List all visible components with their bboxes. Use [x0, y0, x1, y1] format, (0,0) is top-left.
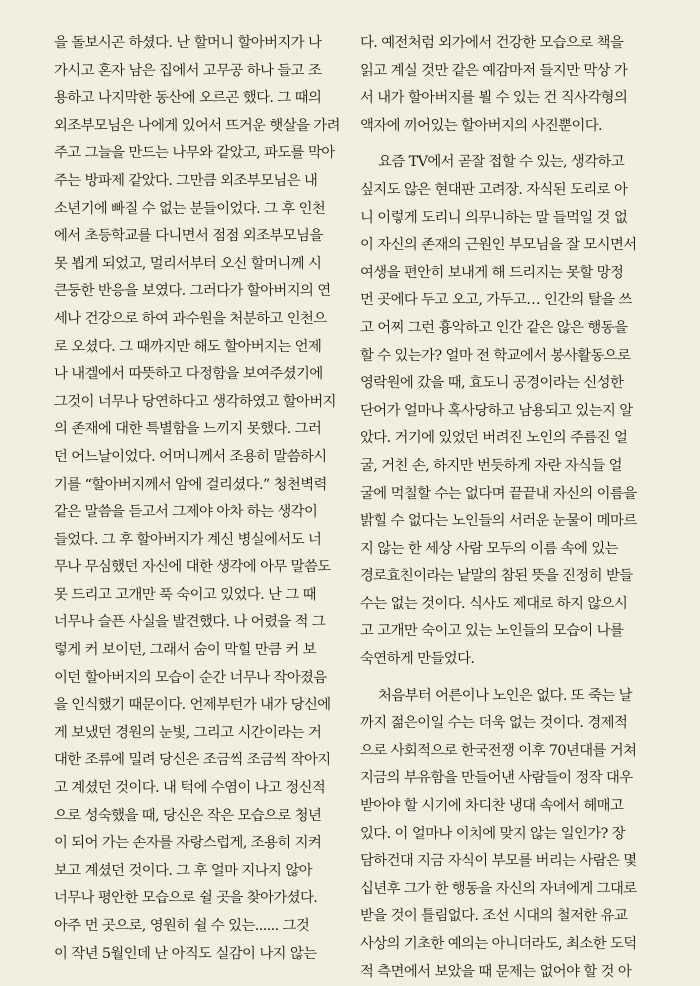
- text-line: 담하건대 지금 자식이 부모를 버리는 사람은 몇: [360, 853, 637, 870]
- text-line: 처음부터 어른이나 노인은 없다. 또 죽는 날: [378, 687, 632, 704]
- text-line: 주는 방파제 같았다. 그만큼 외조부모님은 내: [54, 172, 318, 189]
- text-line: 고 계셨던 것이다. 내 턱에 수염이 나고 정신적: [54, 780, 326, 797]
- text-line: 경로효친이라는 낱말의 참된 뜻을 진정히 받들: [360, 568, 633, 585]
- text-line: 던 어느날이었다. 어머니께서 조용히 말씀하시: [54, 448, 327, 465]
- paragraph: [360, 683, 672, 986]
- right-column: [360, 30, 672, 986]
- text-line: 적 측면에서 보았을 때 문제는 없어야 할 것 아: [360, 963, 632, 980]
- text-line: 았다. 거기에 있었던 버려진 노인의 주름진 얼: [360, 430, 628, 447]
- text-line: 사상의 기초한 예의는 아니더라도, 최소한 도덕: [360, 936, 637, 952]
- text-line: 십년후 그가 한 행동을 자신의 자녀에게 그대로: [360, 880, 637, 897]
- text-line: 가시고 혼자 남은 집에서 고무공 하나 들고 조: [54, 62, 322, 79]
- text-line: 못 드리고 고개만 푹 숙이고 있었다. 난 그 때: [54, 586, 316, 603]
- text-line: 밝힐 수 없다는 노인들의 서러운 눈물이 메마르: [360, 513, 637, 530]
- text-line: 주고 그늘을 만드는 나무와 같았고, 파도를 막아: [54, 145, 335, 162]
- text-line: 렇게 커 보이던, 그래서 숨이 막힐 만큼 커 보: [54, 642, 316, 659]
- text-line: 너무나 슬픈 사실을 발견했다. 나 어렸을 적 그: [54, 614, 326, 631]
- text-line: 다. 예전처럼 외가에서 건강한 모습으로 책을: [360, 35, 624, 51]
- text-line: 있다. 이 얼마나 이치에 맞지 않는 일인가? 장: [360, 825, 626, 842]
- text-line: 너무나 평안한 모습으로 쉴 곳을 찾아가셨다.: [54, 890, 318, 907]
- text-line: 받아야 할 시기에 차디찬 냉대 속에서 헤매고: [360, 798, 624, 815]
- text-line: 으로 사회적으로 한국전쟁 이후 70년대를 거쳐: [360, 742, 637, 759]
- paragraph-gap: [360, 674, 672, 683]
- text-line: 액자에 끼어있는 할아버지의 사진뿐이다.: [360, 117, 603, 134]
- text-line: 에서 초등학교를 다니면서 점점 외조부모님을: [54, 228, 323, 245]
- text-line: 못 뵙게 되었고, 멀리서부터 오신 할머니께 시: [54, 255, 322, 272]
- text-line: 을 인식했기 때문이다. 언제부턴가 내가 당신에: [54, 697, 331, 714]
- text-line: 소년기에 빠질 수 없는 분들이었다. 그 후 인천: [54, 200, 326, 217]
- text-line: 까지 젊은이일 수는 더욱 없는 것이다. 경제적: [360, 715, 628, 732]
- text-line: 니 이렇게 도리니 의무니하는 말 들먹일 것 없: [360, 209, 628, 226]
- text-line: 의 존재에 대한 특별함을 느끼지 못했다. 그러: [54, 421, 322, 438]
- text-line: 고 고개만 숙이고 있는 노인들의 모습이 나를: [360, 623, 624, 640]
- text-line: 할 수 있는가? 얼마 전 학교에서 봉사활동으로: [360, 347, 631, 364]
- text-line: 나 내겔에서 따뜻하고 다정함을 보여주셨기에: [54, 366, 323, 383]
- text-line: 용하고 나지막한 동산에 오르곤 했다. 그 때의: [54, 90, 322, 107]
- text-line: 대한 조류에 밀려 당신은 조금씩 조금씩 작아지: [54, 752, 331, 769]
- text-line: 고 어찌 그런 흉악하고 인간 같은 않은 행동을: [360, 319, 628, 336]
- text-line: 먼 곳에다 두고 오고, 가두고… 인간의 탈을 쓰: [360, 292, 632, 309]
- text-line: 싶지도 않은 현대판 고려장. 자식된 도리로 아: [360, 181, 628, 198]
- text-line: 무나 무심했던 자신에 대한 생각에 아무 말씀도: [54, 559, 331, 576]
- text-line: 같은 말씀을 듣고서 그제야 아차 하는 생각이: [54, 504, 318, 521]
- text-line: 외조부모님은 나에게 있어서 뜨거운 햇살을 가려: [54, 117, 340, 134]
- text-line: 아주 먼 곳으로, 영원히 쉴 수 있는...... 그것: [54, 918, 310, 934]
- text-line: 이 되어 가는 손자를 자랑스럽게, 조용히 지켜: [54, 835, 322, 852]
- text-line: 이 자신의 존재의 근원인 부모님을 잘 모시면서: [360, 237, 637, 254]
- paragraph: [360, 149, 672, 673]
- left-column: [54, 30, 366, 968]
- paragraph-gap: [360, 140, 672, 149]
- text-line: 읽고 계실 것만 같은 예감마저 들지만 막상 가: [360, 62, 628, 79]
- text-line: 지금의 부유함을 만들어낸 사람들이 정작 대우: [360, 770, 633, 787]
- text-line: 단어가 얼마나 혹사당하고 남용되고 있는지 알: [360, 402, 633, 419]
- text-line: 들었다. 그 후 할아버지가 계신 병실에서도 너: [54, 531, 322, 548]
- text-line: 세나 건강으로 하여 과수원을 처분하고 인천으: [54, 310, 327, 327]
- text-line: 이던 할아버지의 모습이 순간 너무나 작아졌음: [54, 669, 327, 686]
- text-line: 수는 없는 것이다. 식사도 제대로 하지 않으시: [360, 595, 628, 612]
- text-line: 으로 성숙했을 때, 당신은 작은 모습으로 청년: [54, 807, 322, 824]
- paragraph: [360, 30, 672, 140]
- text-line: 이 작년 5월인데 난 아직도 실감이 나지 않는: [54, 945, 317, 962]
- text-line: 영락원에 갔을 때, 효도니 공경이라는 신성한: [360, 375, 624, 392]
- text-line: 큰둥한 반응을 보였다. 그러다가 할아버지의 연: [54, 283, 331, 300]
- text-line: 요즘 TV에서 곧잘 접할 수 있는, 생각하고: [378, 154, 625, 171]
- text-line: 굴에 먹칠할 수는 없다며 끝끝내 자신의 이름을: [360, 485, 637, 502]
- text-line: 그것이 너무나 당연하다고 생각하였고 할아버지: [54, 393, 336, 410]
- text-line: 로 오셨다. 그 때까지만 해도 할아버지는 언제: [54, 338, 322, 355]
- text-line: 게 보냈던 경원의 눈빛, 그리고 시간이라는 거: [54, 724, 322, 741]
- text-line: 받을 것이 틀림없다. 조선 시대의 철저한 유교: [360, 908, 628, 925]
- text-line: 보고 계셨던 것이다. 그 후 얼마 지나지 않아: [54, 862, 312, 879]
- text-line: 숙연하게 만들었다.: [360, 651, 475, 668]
- text-line: 기를 “할아버지께서 암에 걸리셨다.” 청천벽력: [54, 476, 327, 493]
- text-line: 여생을 편안히 보내게 해 드리지는 못할 망정: [360, 264, 624, 281]
- text-line: 굴, 거친 손, 하지만 번듯하게 자란 자식들 얼: [360, 457, 622, 474]
- text-line: 서 내가 할아버지를 뵐 수 있는 건 직사각형의: [360, 90, 628, 107]
- text-line: 을 돌보시곤 하셨다. 난 할머니 할아버지가 나: [54, 35, 322, 51]
- text-line: 지 않는 한 세상 사람 모두의 이름 속에 있는: [360, 540, 618, 557]
